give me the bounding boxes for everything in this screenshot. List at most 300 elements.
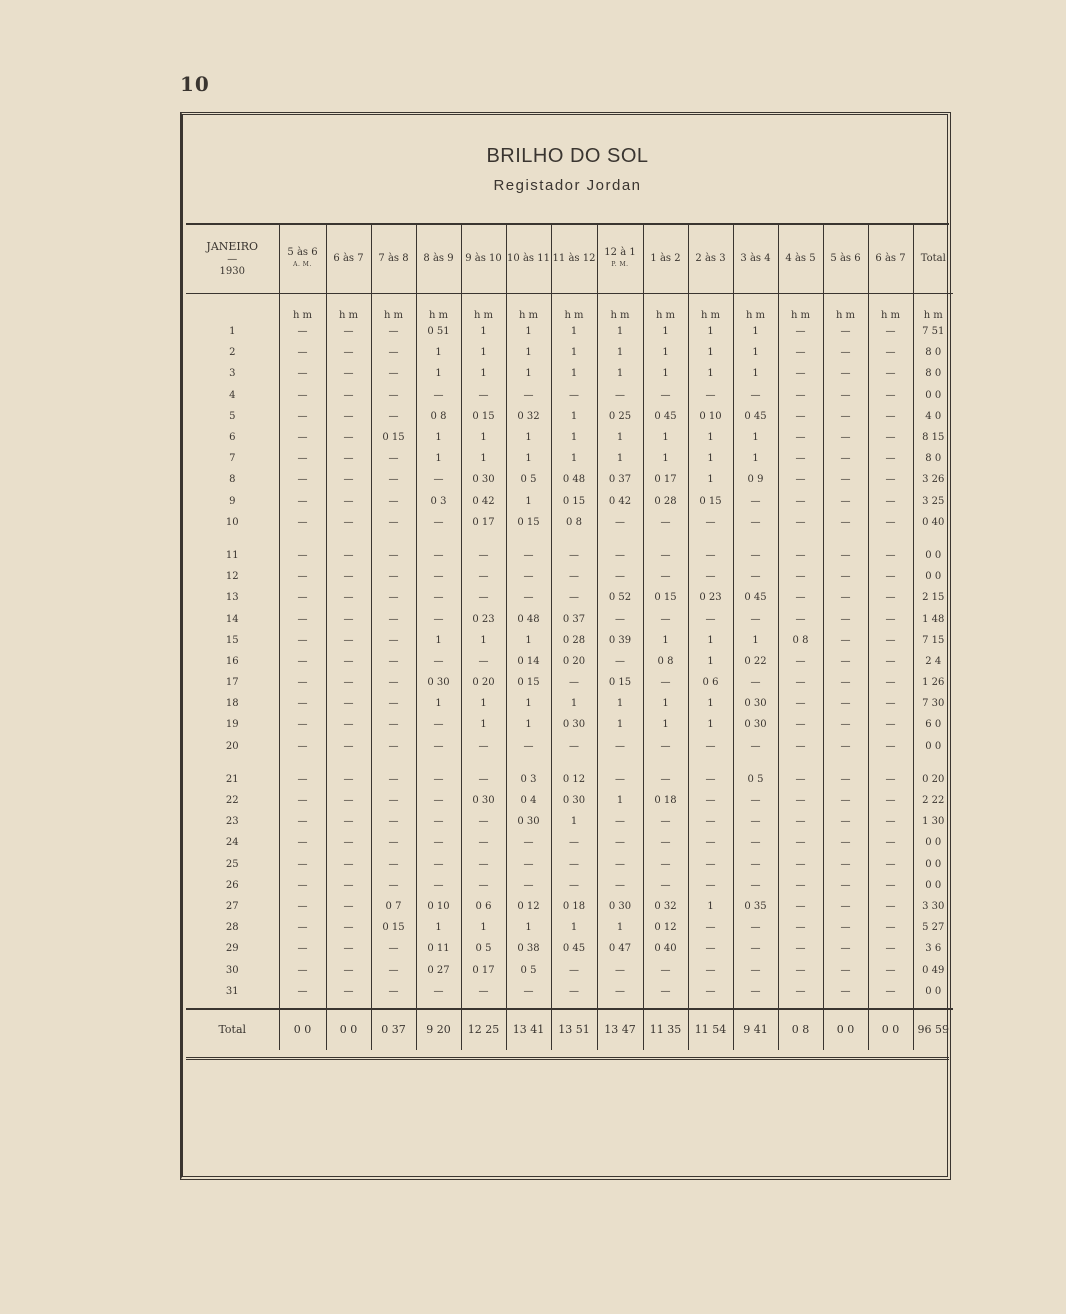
unit-label: h m (923, 310, 943, 321)
table-cell: — (688, 790, 733, 811)
table-cell: — (416, 469, 461, 490)
table-cell: 1 (551, 811, 597, 832)
table-cell: — (461, 736, 506, 757)
table-cell: — (371, 736, 416, 757)
table-cell: 1 (688, 342, 733, 363)
table-cell: 0 6 (688, 672, 733, 693)
table-cell: 0 30 (461, 790, 506, 811)
table-cell: 8 15 (922, 432, 945, 444)
table-cell: — (416, 385, 461, 406)
table-cell: — (279, 469, 326, 490)
column-header-label: 5 às 6 (287, 247, 318, 258)
table-cell: — (416, 832, 461, 853)
table-cell: 0 18 (643, 790, 688, 811)
table-row (186, 714, 953, 735)
table-cell: — (688, 917, 733, 938)
table-row (186, 875, 953, 896)
total-cell: 13 47 (597, 1009, 643, 1050)
table-cell: — (551, 566, 597, 587)
table-cell: — (551, 875, 597, 896)
table-cell: 1 (688, 469, 733, 490)
separator-cell (778, 1002, 823, 1009)
table-cell: — (326, 512, 371, 533)
table-cell: — (371, 832, 416, 853)
table-cell: — (506, 385, 551, 406)
table-cell: — (643, 566, 688, 587)
separator-cell (868, 1002, 913, 1009)
table-cell: 0 5 (733, 769, 778, 790)
table-row (186, 512, 953, 533)
table-cell: 0 12 (506, 896, 551, 917)
table-cell: 0 14 (506, 651, 551, 672)
column-header-label: 5 às 6 (830, 253, 861, 264)
table-cell: 0 30 (551, 714, 597, 735)
table-cell: — (279, 512, 326, 533)
table-cell: — (778, 790, 823, 811)
table-cell: 0 45 (733, 406, 778, 427)
table-cell: — (279, 608, 326, 629)
table-cell: — (823, 469, 868, 490)
table-cell: — (778, 714, 823, 735)
total-cell: 0 0 (279, 1009, 326, 1050)
table-cell: — (551, 672, 597, 693)
table-cell: — (506, 875, 551, 896)
table-cell: — (326, 790, 371, 811)
gap-cell (461, 757, 506, 769)
table-cell: — (778, 406, 823, 427)
unit-label: h m (461, 294, 506, 322)
unit-label: h m (733, 294, 778, 322)
table-row (186, 651, 953, 672)
table-cell: 3 6 (925, 943, 942, 955)
table-cell: — (733, 672, 778, 693)
table-cell: — (643, 854, 688, 875)
total-cell: 11 54 (688, 1009, 733, 1050)
table-cell: — (371, 545, 416, 566)
table-cell: — (326, 385, 371, 406)
table-cell: — (371, 959, 416, 980)
table-cell: — (326, 811, 371, 832)
table-cell: 0 15 (597, 672, 643, 693)
gap-cell (506, 533, 551, 545)
table-cell: — (326, 363, 371, 384)
separator-cell (416, 1002, 461, 1009)
gap-cell (461, 533, 506, 545)
table-cell: — (823, 427, 868, 448)
table-cell: — (643, 545, 688, 566)
table-cell: — (823, 672, 868, 693)
total-cell: 9 20 (416, 1009, 461, 1050)
table-cell: — (461, 587, 506, 608)
table-cell: — (371, 342, 416, 363)
table-cell: — (506, 545, 551, 566)
table-cell: 1 (416, 342, 461, 363)
table-cell: 0 18 (551, 896, 597, 917)
unit-label: h m (688, 294, 733, 322)
table-cell: 1 (688, 448, 733, 469)
table-cell: — (778, 981, 823, 1002)
total-cell: 0 0 (868, 1009, 913, 1050)
page-subtitle: Registador Jordan (493, 177, 642, 194)
table-cell: — (823, 363, 868, 384)
table-cell: — (506, 981, 551, 1002)
table-cell: 1 (551, 427, 597, 448)
table-cell: 7 30 (922, 698, 945, 710)
table-cell: 0 15 (506, 512, 551, 533)
table-cell: 0 0 (925, 879, 942, 891)
table-cell: — (823, 321, 868, 342)
table-cell: — (279, 959, 326, 980)
table-cell: — (868, 854, 913, 875)
column-header-label: Total (920, 253, 946, 264)
total-cell: 0 0 (823, 1009, 868, 1050)
table-cell: 0 37 (597, 469, 643, 490)
table-cell: — (371, 630, 416, 651)
table-cell: 1 (597, 342, 643, 363)
table-cell: — (823, 512, 868, 533)
table-cell: — (778, 321, 823, 342)
table-cell: 0 30 (733, 714, 778, 735)
table-row (186, 321, 953, 342)
table-cell: 1 48 (922, 613, 945, 625)
total-cell: 12 25 (461, 1009, 506, 1050)
table-cell: — (733, 875, 778, 896)
table-cell: — (688, 981, 733, 1002)
table-cell: — (326, 896, 371, 917)
table-cell: — (326, 693, 371, 714)
table-cell: — (823, 608, 868, 629)
table-cell: — (279, 491, 326, 512)
table-cell: — (416, 736, 461, 757)
table-cell: 0 12 (643, 917, 688, 938)
table-cell: — (326, 917, 371, 938)
day-label: 6 (186, 427, 279, 448)
column-header-label: 12 à 1 (604, 247, 636, 258)
table-cell: 0 6 (461, 896, 506, 917)
table-cell: — (416, 811, 461, 832)
table-cell: 0 38 (506, 938, 551, 959)
gap-row (186, 757, 953, 769)
table-cell: — (416, 875, 461, 896)
table-cell: — (326, 981, 371, 1002)
day-label: 5 (186, 406, 279, 427)
table-row (186, 672, 953, 693)
table-cell: — (279, 672, 326, 693)
table-cell: — (279, 769, 326, 790)
table-cell: — (778, 363, 823, 384)
table-cell: 0 15 (688, 491, 733, 512)
table-cell: — (279, 427, 326, 448)
table-cell: — (279, 342, 326, 363)
table-cell: — (371, 385, 416, 406)
day-label: 20 (186, 736, 279, 757)
column-header (688, 225, 733, 294)
column-header (913, 225, 953, 294)
table-cell: — (823, 938, 868, 959)
table-cell: — (688, 608, 733, 629)
total-cell: 11 35 (643, 1009, 688, 1050)
table-cell: — (371, 566, 416, 587)
table-cell: 0 9 (733, 469, 778, 490)
table-cell: — (326, 769, 371, 790)
table-cell: — (326, 875, 371, 896)
table-cell: 1 (551, 917, 597, 938)
table-cell: — (868, 651, 913, 672)
gap-cell (506, 757, 551, 769)
table-cell: — (778, 342, 823, 363)
table-cell: 1 (506, 917, 551, 938)
table-cell: 1 (643, 321, 688, 342)
table-cell: — (688, 811, 733, 832)
table-cell: — (506, 832, 551, 853)
sunshine-table (186, 225, 953, 1050)
table-cell: 0 20 (551, 651, 597, 672)
table-cell: 1 (506, 427, 551, 448)
day-label: 21 (186, 769, 279, 790)
gap-cell (597, 757, 643, 769)
day-label: 23 (186, 811, 279, 832)
table-cell: — (778, 736, 823, 757)
gap-cell (778, 757, 823, 769)
table-cell: 0 42 (597, 491, 643, 512)
table-cell: 8 0 (925, 347, 942, 359)
table-cell: — (778, 896, 823, 917)
column-header (371, 225, 416, 294)
table-cell: — (778, 832, 823, 853)
table-cell: 1 (643, 448, 688, 469)
day-label: 25 (186, 854, 279, 875)
table-cell: 2 4 (925, 655, 942, 667)
separator-cell (823, 1002, 868, 1009)
table-cell: — (551, 385, 597, 406)
table-cell: 1 (416, 448, 461, 469)
gap-cell (551, 533, 597, 545)
table-cell: 1 (551, 693, 597, 714)
table-cell: 0 49 (922, 964, 945, 976)
table-cell: 1 (551, 321, 597, 342)
table-cell: 1 (733, 448, 778, 469)
table-cell: — (868, 959, 913, 980)
gap-cell (186, 757, 279, 769)
day-label: 11 (186, 545, 279, 566)
unit-label: h m (868, 294, 913, 322)
table-row (186, 854, 953, 875)
table-cell: — (733, 512, 778, 533)
table-cell: 0 5 (506, 959, 551, 980)
table-cell: — (733, 608, 778, 629)
table-cell: 0 0 (925, 858, 942, 870)
day-label: 9 (186, 491, 279, 512)
table-cell: — (597, 769, 643, 790)
table-cell: — (461, 875, 506, 896)
table-cell: — (868, 491, 913, 512)
table-cell: 1 (643, 693, 688, 714)
gap-cell (733, 533, 778, 545)
table-cell: — (643, 608, 688, 629)
table-cell: — (279, 566, 326, 587)
table-cell: — (733, 811, 778, 832)
gap-cell (688, 757, 733, 769)
separator-cell (506, 1002, 551, 1009)
table-cell: 0 0 (925, 985, 942, 997)
separator-cell (279, 1002, 326, 1009)
table-cell: — (868, 630, 913, 651)
column-header-sub: P. M. (611, 261, 629, 268)
table-cell: — (371, 448, 416, 469)
table-row (186, 342, 953, 363)
table-row (186, 981, 953, 1002)
table-cell: — (868, 406, 913, 427)
total-cell: 0 0 (326, 1009, 371, 1050)
table-cell: 0 23 (688, 587, 733, 608)
table-cell: 1 (506, 630, 551, 651)
table-cell: — (597, 651, 643, 672)
table-cell: — (823, 566, 868, 587)
table-cell: 0 51 (416, 321, 461, 342)
unit-label: h m (326, 294, 371, 322)
unit-label: h m (823, 294, 868, 322)
gap-cell (186, 533, 279, 545)
table-cell: — (506, 736, 551, 757)
table-cell: 1 (643, 630, 688, 651)
table-cell: — (688, 854, 733, 875)
table-cell: — (868, 811, 913, 832)
day-label: 19 (186, 714, 279, 735)
table-cell: — (279, 385, 326, 406)
column-header-label: 11 às 12 (552, 253, 596, 264)
unit-label: h m (279, 294, 326, 322)
total-cell: 0 8 (778, 1009, 823, 1050)
table-cell: 0 0 (925, 549, 942, 561)
day-label: 15 (186, 630, 279, 651)
total-row (186, 1009, 953, 1050)
table-cell: 1 (506, 363, 551, 384)
table-cell: 1 (733, 427, 778, 448)
table-cell: 1 (461, 363, 506, 384)
table-cell: 1 (506, 491, 551, 512)
table-cell: — (326, 448, 371, 469)
table-cell: — (733, 981, 778, 1002)
table-cell: — (643, 512, 688, 533)
table-cell: — (823, 491, 868, 512)
table-cell: — (279, 630, 326, 651)
page-title: BRILHO DO SOL (486, 145, 649, 167)
gap-cell (823, 757, 868, 769)
table-cell: 0 25 (597, 406, 643, 427)
table-cell: — (778, 651, 823, 672)
table-cell: 0 30 (506, 811, 551, 832)
table-cell: — (371, 790, 416, 811)
header-row (186, 225, 953, 294)
table-cell: 1 (461, 714, 506, 735)
table-cell: — (868, 512, 913, 533)
table-cell: 8 0 (925, 453, 942, 465)
column-header (461, 225, 506, 294)
total-cell: 13 41 (506, 1009, 551, 1050)
table-cell: 0 39 (597, 630, 643, 651)
column-header (279, 225, 326, 294)
table-row (186, 385, 953, 406)
table-cell: 0 15 (371, 427, 416, 448)
day-label: 18 (186, 693, 279, 714)
table-cell: — (823, 769, 868, 790)
table-cell: 0 8 (551, 512, 597, 533)
table-cell: 1 (597, 790, 643, 811)
table-cell: — (551, 981, 597, 1002)
column-header (823, 225, 868, 294)
table-cell: — (868, 427, 913, 448)
separator-cell (688, 1002, 733, 1009)
table-cell: — (461, 981, 506, 1002)
table-cell: — (868, 938, 913, 959)
table-row (186, 363, 953, 384)
unit-label: h m (416, 294, 461, 322)
units-row (186, 294, 953, 322)
column-header (416, 225, 461, 294)
column-header (643, 225, 688, 294)
table-cell: 0 8 (643, 651, 688, 672)
table-cell: 1 (643, 427, 688, 448)
table-cell: 1 (688, 427, 733, 448)
gap-cell (279, 533, 326, 545)
month-label: JANEIRO (206, 239, 259, 253)
table-cell: 1 (416, 363, 461, 384)
table-row (186, 491, 953, 512)
table-cell: 0 10 (416, 896, 461, 917)
table-cell: 0 0 (925, 389, 942, 401)
table-cell: — (506, 854, 551, 875)
table-cell: — (279, 938, 326, 959)
table-cell: — (597, 608, 643, 629)
table-cell: — (597, 385, 643, 406)
table-cell: 0 15 (643, 587, 688, 608)
table-cell: — (279, 406, 326, 427)
table-cell: — (371, 769, 416, 790)
separator-cell (551, 1002, 597, 1009)
table-cell: 0 12 (551, 769, 597, 790)
day-label: 8 (186, 469, 279, 490)
table-body (186, 294, 953, 1050)
column-header-label: 8 às 9 (423, 253, 454, 264)
table-cell: 0 48 (506, 608, 551, 629)
table-cell: — (643, 769, 688, 790)
table-cell: — (416, 714, 461, 735)
day-label: 17 (186, 672, 279, 693)
table-cell: — (688, 736, 733, 757)
table-cell: — (778, 672, 823, 693)
table-row (186, 587, 953, 608)
table-cell: — (597, 811, 643, 832)
table-cell: — (326, 714, 371, 735)
table-cell: — (823, 736, 868, 757)
table-cell: — (279, 854, 326, 875)
units-spacer (186, 294, 279, 322)
table-cell: 1 (506, 693, 551, 714)
table-cell: 0 30 (551, 790, 597, 811)
table-cell: 0 10 (688, 406, 733, 427)
table-cell: 0 47 (597, 938, 643, 959)
table-cell: — (416, 651, 461, 672)
table-cell: 0 30 (733, 693, 778, 714)
table-row (186, 545, 953, 566)
year-label: 1930 (219, 265, 245, 277)
table-cell: 1 (551, 406, 597, 427)
table-cell: — (371, 469, 416, 490)
title-block (186, 117, 949, 225)
table-cell: — (416, 769, 461, 790)
column-header (733, 225, 778, 294)
table-cell: — (823, 981, 868, 1002)
